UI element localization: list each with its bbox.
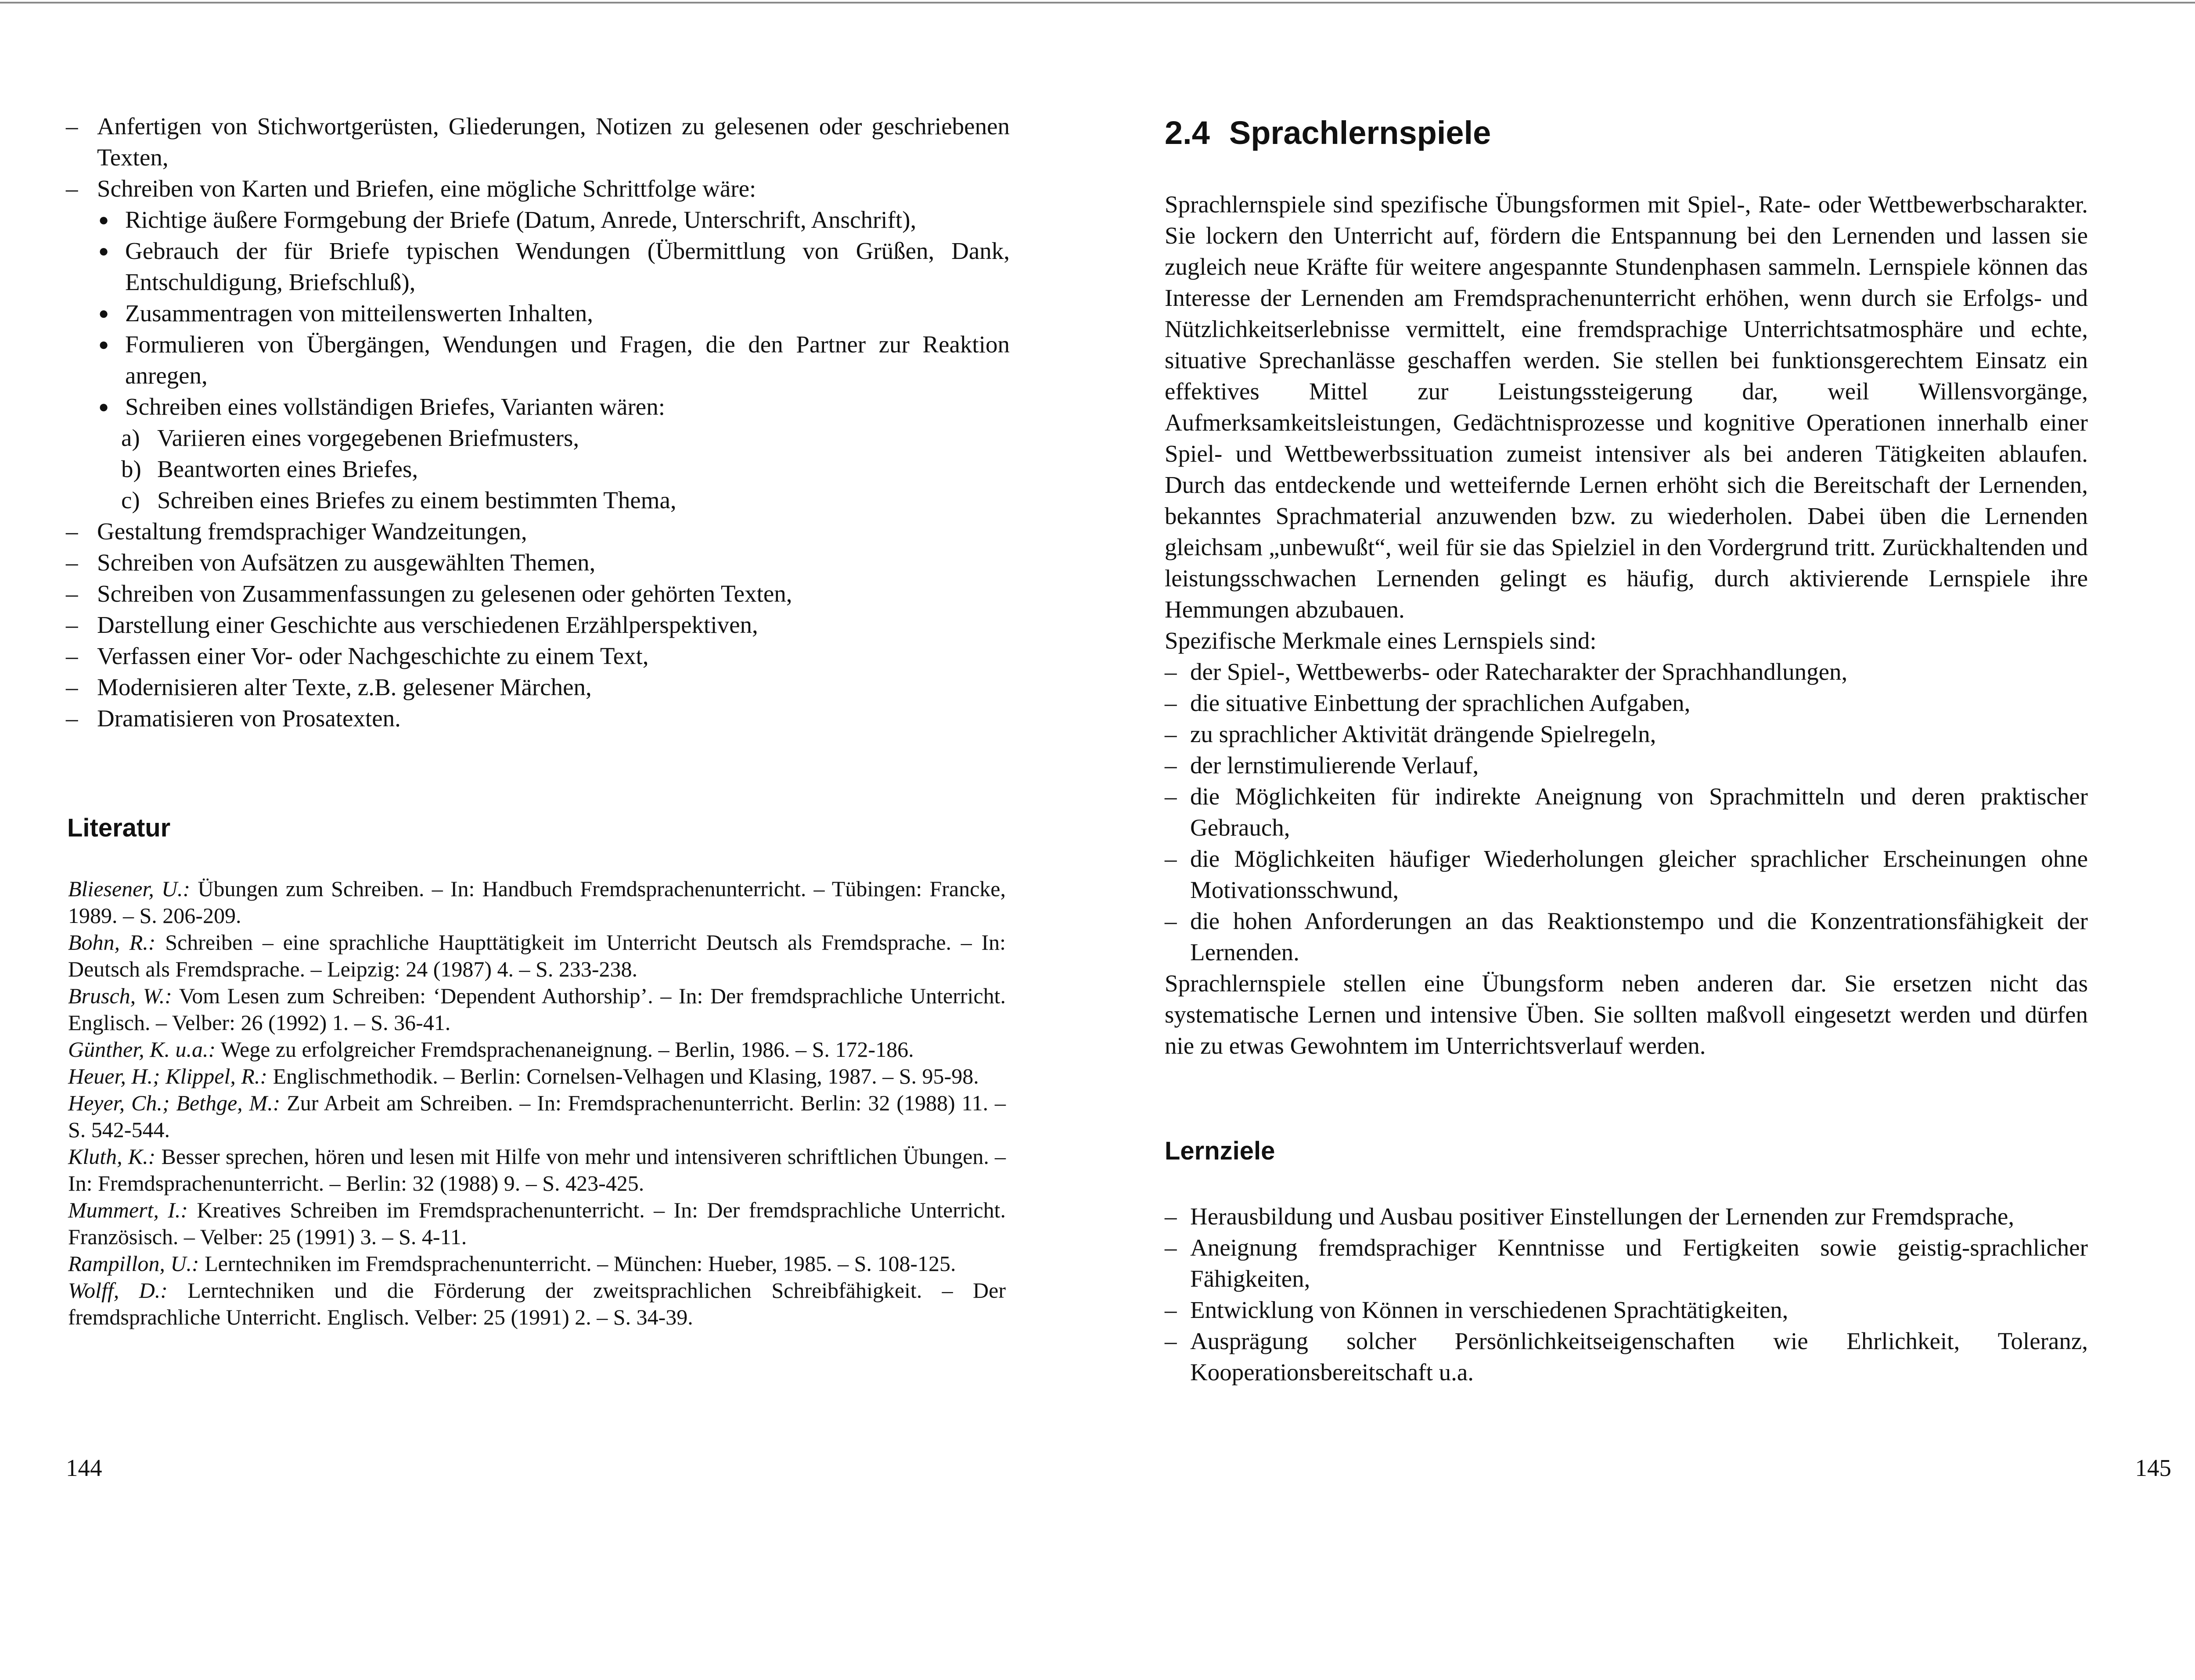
list-item: – Aneignung fremdsprachiger Kenntnisse und Fertigkeiten sowie geistig-sprachlicher Fähigkeiten, — [1165, 1234, 2088, 1292]
list-item: ● Gebrauch der für Briefe typischen Wendungen (Übermittlung von Grüßen, Dank, Entschuldigung, Briefschluß), — [98, 237, 1010, 295]
list-item: ● Schreiben eines vollständigen Briefes, Varianten wären: — [98, 393, 665, 420]
list-item: b) Beantworten eines Briefes, — [121, 456, 418, 482]
section-body — [1165, 189, 2088, 1061]
list-item: – Darstellung einer Geschichte aus verschiedenen Erzählperspektiven, — [66, 611, 758, 638]
literature-entry: Günther, K. u.a.: Wege zu erfolgreicher Fremdsprachenaneignung. – Berlin, 1986. – S. 172-186. — [68, 1037, 914, 1062]
literature-entry: Mummert, I.: Kreatives Schreiben im Fremdsprachenunterricht. – In: Der fremdsprachliche Unterricht. Französisch. – Velber: 25 (1991) 3. – S. 4-11. — [68, 1198, 1006, 1249]
list-item: ● Richtige äußere Formgebung der Briefe (Datum, Anrede, Unterschrift, Anschrift), — [98, 206, 917, 233]
literature-entry: Wolff, D.: Lerntechniken und die Förderung der zweitsprachlichen Schreibfähigkeit. – Der fremdsprachliche Unterricht. Englisch. Velber: 25 (1991) 2. – S. 34-39. — [68, 1278, 1006, 1329]
literature-entry: Rampillon, U.: Lerntechniken im Fremdsprachenunterricht. – München: Hueber, 1985. – S. 108-125. — [68, 1251, 956, 1276]
literature-author: Brusch, W.: — [68, 984, 172, 1008]
list-item: – die Möglichkeiten häufiger Wiederholungen gleicher sprachlicher Erscheinungen ohne Motivationsschwund, — [1165, 845, 2088, 903]
literature-author: Günther, K. u.a.: — [68, 1037, 216, 1062]
list-item: – Entwicklung von Können in verschiedenen Sprachtätigkeiten, — [1165, 1296, 1788, 1323]
list-item: ● Formulieren von Übergängen, Wendungen und Fragen, die den Partner zur Reaktion anregen, — [98, 331, 1010, 389]
list-item: – Ausprägung solcher Persönlichkeitseigenschaften wie Ehrlichkeit, Toleranz, Kooperationsbereitschaft u.a. — [1165, 1328, 2088, 1386]
list-item: – Schreiben von Aufsätzen zu ausgewählten Themen, — [66, 549, 596, 576]
list-item: – Modernisieren alter Texte, z.B. gelesener Märchen, — [66, 674, 592, 700]
literature-author: Rampillon, U.: — [68, 1251, 199, 1276]
writing-activities-list — [66, 111, 1010, 734]
list-item: c) Schreiben eines Briefes zu einem bestimmten Thema, — [121, 487, 676, 513]
literature-author: Wolff, D.: — [68, 1278, 168, 1303]
list-item: a) Variieren eines vorgegebenen Briefmusters, — [121, 424, 579, 451]
page-number-right: 145 — [2135, 1454, 2171, 1481]
literature-author: Heyer, Ch.; Bethge, M.: — [68, 1091, 281, 1115]
literature-author: Mummert, I.: — [68, 1198, 188, 1222]
literature-entry: Bliesener, U.: Übungen zum Schreiben. – In: Handbuch Fremdsprachenunterricht. – Tübingen: Francke, 1989. – S. 206-209. — [68, 876, 1006, 928]
list-item: – der lernstimulierende Verlauf, — [1165, 752, 1479, 779]
literature-entry: Bohn, R.: Schreiben – eine sprachliche Haupttätigkeit im Unterricht Deutsch als Fremdsprache. – In: Deutsch als Fremdsprache. – Leipzig: 24 (1987) 4. – S. 233-238. — [68, 930, 1006, 981]
list-item: – die Möglichkeiten für indirekte Aneignung von Sprachmitteln und deren praktischer Gebrauch, — [1165, 783, 2088, 841]
literature-entry: Brusch, W.: Vom Lesen zum Schreiben: ‘Dependent Authorship’. – In: Der fremdsprachliche Unterricht. Englisch. – Velber: 26 (1992) 1. – S. 36-41. — [68, 984, 1006, 1035]
closing-paragraph: Sprachlernspiele stellen eine Übungsform neben anderen dar. Sie ersetzen nicht das systematische Lernen und intensive Üben. Sie sollten maßvoll eingesetzt werden und dürfen nie zu etwas Gewohntem im Unterrichtsverlauf werden. — [1165, 970, 2088, 1059]
list-item: – Anfertigen von Stichwortgerüsten, Gliederungen, Notizen zu gelesenen oder geschriebenen Texten, — [66, 113, 1010, 171]
list-item: – die hohen Anforderungen an das Reaktionstempo und die Konzentrationsfähigkeit der Lernenden. — [1165, 908, 2088, 966]
literature-author: Bliesener, U.: — [68, 876, 191, 901]
literature-author: Kluth, K.: — [68, 1144, 156, 1169]
literature-author: Heuer, H.; Klippel, R.: — [68, 1064, 268, 1088]
literature-entry: Kluth, K.: Besser sprechen, hören und lesen mit Hilfe von mehr und intensiveren schriftlichen Übungen. – In: Fremdsprachenunterricht. – Berlin: 32 (1988) 9. – S. 423-425. — [68, 1144, 1006, 1195]
goals-list — [1165, 1201, 2088, 1388]
features-list — [1165, 656, 2088, 968]
section-heading — [1165, 113, 1491, 153]
features-intro: Spezifische Merkmale eines Lernspiels sind: — [1165, 627, 1597, 654]
list-item: – der Spiel-, Wettbewerbs- oder Ratecharakter der Sprachhandlungen, — [1165, 658, 1848, 685]
list-item: – Schreiben von Karten und Briefen, eine mögliche Schrittfolge wäre: — [66, 175, 756, 202]
list-item: – die situative Einbettung der sprachlichen Aufgaben, — [1165, 689, 1691, 716]
list-item: – Herausbildung und Ausbau positiver Einstellungen der Lernenden zur Fremdsprache, — [1165, 1203, 2015, 1230]
list-item: – Verfassen einer Vor- oder Nachgeschichte zu einem Text, — [66, 643, 649, 669]
intro-paragraph: Sprachlernspiele sind spezifische Übungsformen mit Spiel-, Rate- oder Wettbewerbscharakter. Sie lockern den Unterricht auf, fördern die Entspannung bei den Lernenden und lassen sie zugleich neue Kräfte für weitere angespannte Stundenphasen sammeln. Lernspiele können das Interesse der Lernenden am Fremdsprachenunterricht erhöhen, wenn durch sie Erfolgs- und Nützlichkeitserlebnisse vermittelt, eine fremdsprachige Unterrichtsatmosphäre und echte, situative Sprechanlässe geschaffen werden. Sie stellen bei funktionsgerechtem Einsatz ein effektives Mittel zur Leistungssteigerung dar, weil Willensvorgänge, Aufmerksamkeitsleistungen, Gedächtnisprozesse und kognitive Operationen innerhalb einer Spiel- und Wettbewerbssituation zumeist intensiver als bei anderen Tätigkeiten ablaufen. Durch das entdeckende und wetteifernde Lernen erhöht sich die Bereitschaft der Lernenden, bekanntes Sprachmaterial anzuwenden bzw. zu wiederholen. Dabei üben die Lernenden gleichsam „unbewußt“, weil für sie das Spielziel in den Vordergrund tritt. Zurückhaltenden und leistungsschwachen Lernenden gelingt es häufig, durch aktivierende Lernspiele ihre Hemmungen abzubauen. — [1165, 191, 2088, 623]
right-page — [1127, 0, 2195, 1680]
literature-entry: Heyer, Ch.; Bethge, M.: Zur Arbeit am Schreiben. – In: Fremdsprachenunterricht. Berlin: 32 (1988) 11. – S. 542-544. — [68, 1091, 1006, 1142]
list-item: ● Zusammentragen von mitteilenswerten Inhalten, — [98, 300, 594, 327]
section-title: Sprachlernspiele — [1229, 115, 1491, 151]
literature-list — [68, 876, 1006, 1331]
list-item: – Gestaltung fremdsprachiger Wandzeitungen, — [66, 518, 527, 545]
list-item: – zu sprachlicher Aktivität drängende Spielregeln, — [1165, 721, 1656, 747]
list-item: – Schreiben von Zusammenfassungen zu gelesenen oder gehörten Texten, — [66, 580, 792, 607]
goals-heading: Lernziele — [1165, 1137, 1275, 1165]
literature-author: Bohn, R.: — [68, 930, 156, 955]
section-number: 2.4 — [1165, 115, 1210, 151]
list-item: – Dramatisieren von Prosatexten. — [66, 705, 401, 732]
literature-heading: Literatur — [67, 814, 171, 842]
literature-entry: Heuer, H.; Klippel, R.: Englischmethodik. – Berlin: Cornelsen-Velhagen und Klasing, 1987. – S. 95-98. — [68, 1064, 979, 1088]
page-number-left: 144 — [66, 1454, 102, 1481]
